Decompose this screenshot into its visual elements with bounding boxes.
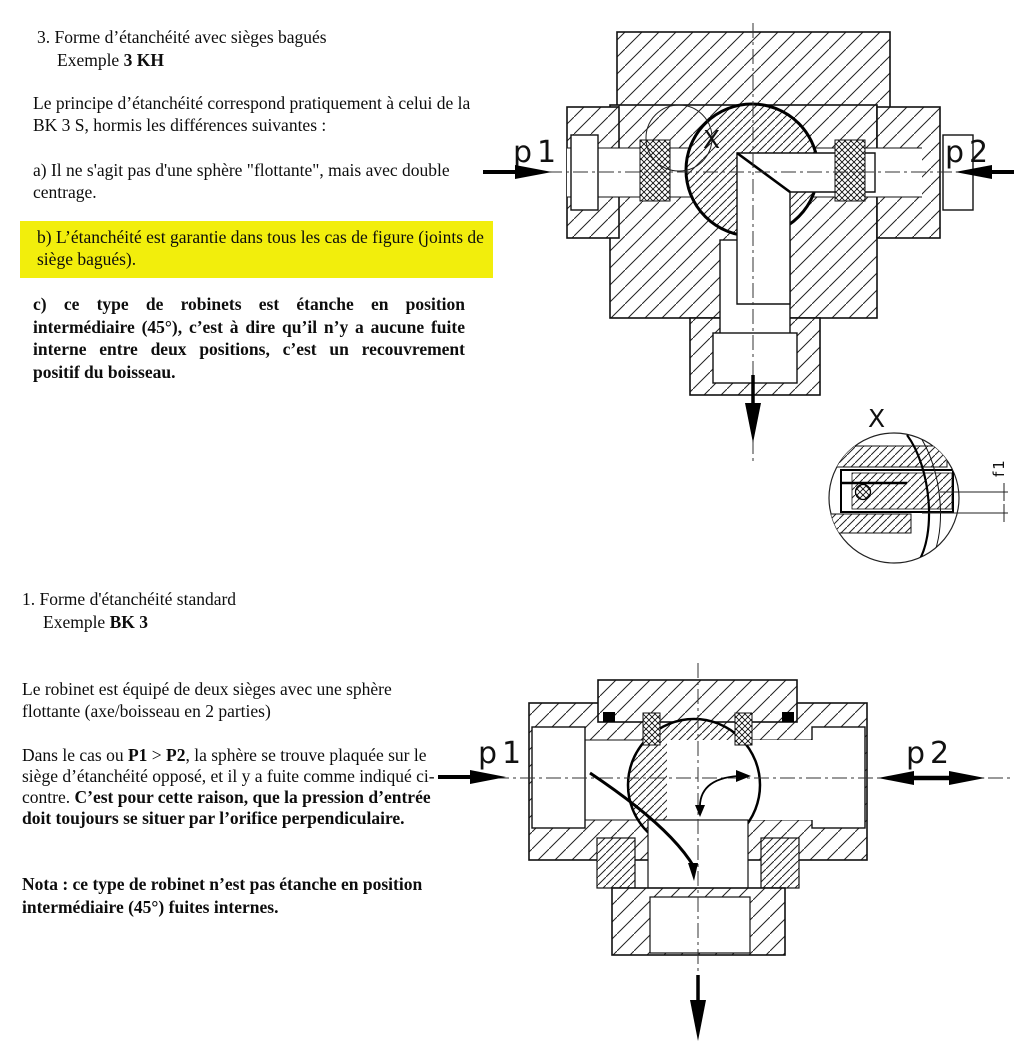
p2-bold: P2 xyxy=(166,745,186,765)
valve-3kh-cross-section-diagram xyxy=(455,15,1034,580)
p1-bold: P1 xyxy=(127,745,148,765)
example-label: Exemple xyxy=(43,612,110,632)
case-bold-tail: C’est pour cette raison, que la pression d’entrée doit toujours se situer par l’orifice perpendiculaire. xyxy=(22,787,431,828)
section1-heading: 1. Forme d'étanchéité standard xyxy=(22,589,237,609)
outlet-down-arrow xyxy=(690,975,706,1041)
case-text: , la sphère se trouve plaquée sur le siège d’étanchéité opposé, et il y a fuite comme indiqué ci-contre. xyxy=(22,745,435,807)
item-a-paragraph: a) Il ne s'agit pas d'une sphère "flottante", mais avec double centrage. xyxy=(33,160,450,202)
detail-view-x-label: X xyxy=(868,404,886,433)
p2-label: p2 xyxy=(906,736,955,771)
example-value: 3 KH xyxy=(123,50,164,70)
example-label: Exemple xyxy=(57,50,124,70)
detail-x-label: X xyxy=(703,125,721,154)
p2-double-arrow xyxy=(878,736,985,785)
item-c-paragraph: c) ce type de robinets est étanche en position intermédiaire (45°), c’est à dire qu’il n’y a aucune fuite interne entre deux positions, c’est un recouvrement positif du boisseau. xyxy=(33,294,465,382)
section1-intro-paragraph: Le robinet est équipé de deux sièges avec une sphère flottante (axe/boisseau en 2 parties) xyxy=(22,679,392,721)
nota-paragraph: Nota : ce type de robinet n’est pas étanche en position intermédiaire (45°) fuites internes. xyxy=(22,874,423,917)
p1-pressure-arrow xyxy=(438,736,526,784)
case-text: > xyxy=(147,745,167,765)
section3-intro-paragraph: Le principe d’étanchéité correspond pratiquement à celui de la BK 3 S, hormis les différences suivantes : xyxy=(33,93,471,135)
example-value: BK 3 xyxy=(109,612,148,632)
item-b-text: b) L’étanchéité est garantie dans tous les cas de figure (joints de siège bagués). xyxy=(37,227,484,269)
section3-heading: 3. Forme d’étanchéité avec sièges bagués xyxy=(37,27,327,47)
f1-dimension-label: f1 xyxy=(990,458,1008,477)
p1-label: p1 xyxy=(513,135,562,170)
seat-detail-view xyxy=(829,404,1008,567)
pressure-case-paragraph xyxy=(22,745,459,829)
seal-oring xyxy=(856,485,871,500)
section1-example xyxy=(43,612,148,633)
case-text: Dans le cas ou xyxy=(22,745,128,765)
p2-label: p2 xyxy=(945,135,994,170)
p1-label: p1 xyxy=(478,736,527,771)
p1-pressure-arrow xyxy=(483,135,561,179)
section3-example xyxy=(57,50,164,71)
valve-bk3-cross-section-diagram xyxy=(430,645,1034,1051)
item-b-highlighted-paragraph xyxy=(20,221,493,278)
